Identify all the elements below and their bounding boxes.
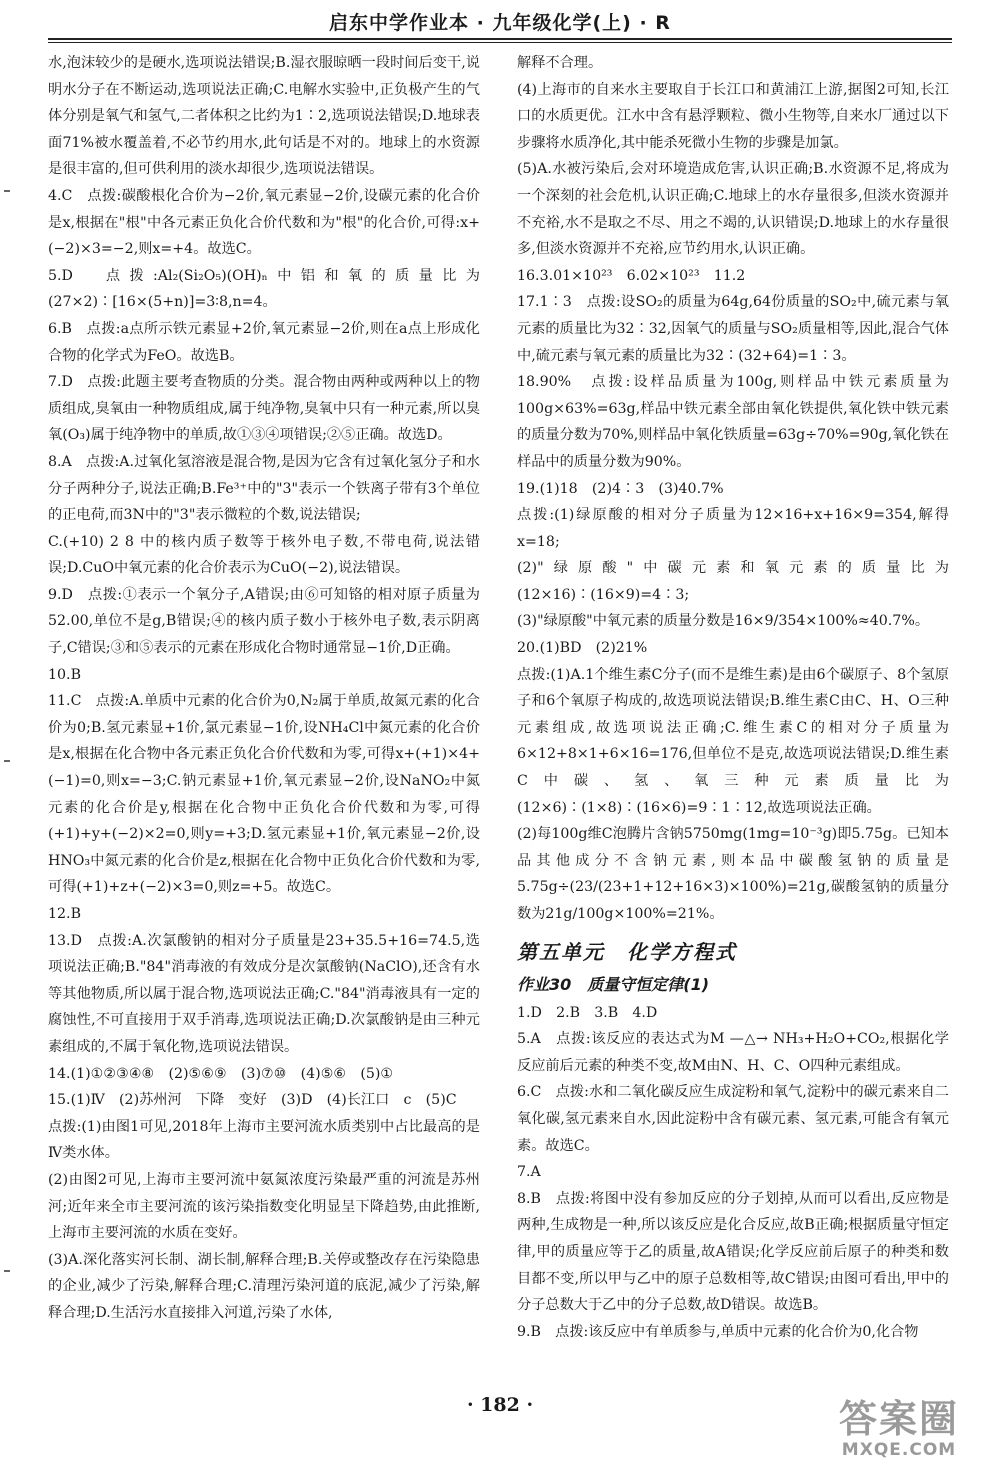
binding-mark xyxy=(4,760,10,762)
answer-paragraph: 16.3.01×10²³ 6.02×10²³ 11.2 xyxy=(517,267,746,284)
watermark-logo: 答案圈 xyxy=(838,1397,959,1441)
answer-paragraph: (3)"绿原酸"中氧元素的质量分数是16×9/354×100%≈40.7%。 xyxy=(517,613,930,630)
answer-paragraph: 8.B 点拨:将图中没有参加反应的分子划掉,从而可以看出,反应物是两种,生成物是一种,所以该反应是化合反应,故B正确;根据质量守恒定律,甲的质量应等于乙的质量,故A错误;化学反应前后原子的种类和数目都不变,所以甲与乙中的原子总数相等,故C错误;由图可看出,甲中的分子总数大于乙中的分子总数,故D错误。故选B。 xyxy=(517,1190,949,1314)
answer-paragraph: 点拨:(1)由图1可见,2018年上海市主要河流水质类别中占比最高的是Ⅳ类水体。 xyxy=(48,1118,480,1162)
header-rule-thin xyxy=(48,42,952,43)
right-column xyxy=(517,50,949,1385)
homework-title: 作业30 质量守恒定律(1) xyxy=(517,974,710,994)
answer-paragraph: 5.D 点拨:Al₂(Si₂O₅)(OH)ₙ中铝和氧的质量比为(27×2)∶[16×(5+n)]=3∶8,n=4。 xyxy=(48,267,480,311)
answer-paragraph: (3)A.深化落实河长制、湖长制,解释合理;B.关停或整改存在污染隐患的企业,减少了污染,解释合理;C.清理污染河道的底泥,减少了污染,解释合理;D.生活污水直接排入河道,污染了水体, xyxy=(48,1251,480,1321)
answer-paragraph: 14.(1)①②③④⑧ (2)⑤⑥⑨ (3)⑦⑩ (4)⑤⑥ (5)① xyxy=(48,1065,394,1082)
header-title: 启东中学作业本 · 九年级化学(上) · R xyxy=(329,12,671,34)
answer-paragraph: (5)A.水被污染后,会对环境造成危害,认识正确;B.水资源不足,将成为一个深刻的社会危机,认识正确;C.地球上的水存量很多,但淡水资源并不充裕,水不是取之不尽、用之不竭的,认识错误;D.地球上的水存量很多,但淡水资源并不充裕,应节约用水,认识正确。 xyxy=(517,161,949,258)
binding-mark xyxy=(4,190,10,192)
answer-paragraph: 18.90% 点拨:设样品质量为100g,则样品中铁元素质量为100g×63%=63g,样品中铁元素全部由氧化铁提供,氧化铁中铁元素的质量分数为70%,则样品中氧化铁质量=63g÷70%=90g,氧化铁在样品中的质量分数为90%。 xyxy=(517,374,949,470)
answer-paragraph: 7.D 点拨:此题主要考查物质的分类。混合物由两种或两种以上的物质组成,臭氧由一种物质组成,属于纯净物,臭氧中只有一种元素,所以臭氧(O₃)属于纯净物中的单质,故①③④项错误;②⑤正确。故选D。 xyxy=(48,374,480,444)
answer-paragraph: 13.D 点拨:A.次氯酸钠的相对分子质量是23+35.5+16=74.5,选项说法正确;B."84"消毒液的有效成分是次氯酸钠(NaClO),还含有水等其他物质,所以属于混合物,选项说法正确;C."84"消毒液具有一定的腐蚀性,不可直接用于双手消毒,选项说法正确;D.次氯酸钠是由三种元素组成的,不属于氧化物,选项说法错误。 xyxy=(48,932,480,1055)
watermark-url: MXQE.COM xyxy=(841,1440,957,1460)
answer-paragraph: 20.(1)BD (2)21% xyxy=(517,640,648,657)
answer-paragraph: 点拨:(1)绿原酸的相对分子质量为12×16+x+16×9=354,解得x=18; xyxy=(517,507,949,550)
answer-paragraph: 6.B 点拨:a点所示铁元素显+2价,氧元素显−2价,则在a点上形成化合物的化学式为FeO。故选B。 xyxy=(48,320,480,364)
answer-paragraph: 17.1∶3 点拨:设SO₂的质量为64g,64份质量的SO₂中,硫元素与氧元素的质量比为32∶32,因氧气的质量与SO₂质量相等,因此,混合气体中,硫元素与氧元素的质量比为32∶(32+64)=1∶3。 xyxy=(517,294,949,364)
answer-paragraph: 1.D 2.B 3.B 4.D xyxy=(517,1004,658,1021)
answer-paragraph: C.(+10) 2 8 中的核内质子数等于核外电子数,不带电荷,说法错误;D.CuO中氧元素的化合价表示为CuO(−2),说法错误。 xyxy=(48,533,480,577)
answer-paragraph: 4.C 点拨:碳酸根化合价为−2价,氧元素显−2价,设碳元素的化合价是x,根据在"根"中各元素正负化合价代数和为"根"的化合价,可得:x+(−2)×3=−2,则x=+4。故选C。 xyxy=(48,187,480,258)
left-column xyxy=(48,50,480,1385)
answer-paragraph: (2)每100g维C泡腾片含钠5750mg(1mg=10⁻³g)即5.75g。已知本品其他成分不含钠元素,则本品中碳酸氢钠的质量是5.75g÷(23/(23+1+12+16×3)×100%)=21g,碳酸氢钠的质量分数为21g/100g×100%=21%。 xyxy=(517,826,949,922)
binding-mark xyxy=(4,1270,10,1272)
answer-paragraph: 9.B 点拨:该反应中有单质参与,单质中元素的化合价为0,化合物 xyxy=(517,1323,919,1340)
answer-paragraph: 11.C 点拨:A.单质中元素的化合价为0,N₂属于单质,故氮元素的化合价为0;B.氢元素显+1价,氯元素显−1价,设NH₄Cl中氮元素的化合价是x,根据在化合物中各元素正负化合价代数和为零,可得x+(+1)×4+(−1)=0,则x=−3;C.钠元素显+1价,氧元素显−2价,设NaNO₂中氮元素的化合价是y,根据在化合物中正负化合价代数和为零,可得(+1)+y+(−2)×2=0,则y=+3;D.氢元素显+1价,氧元素显−2价,设HNO₃中氮元素的化合价是z,根据在化合物中正负化合价代数和为零,可得(+1)+z+(−2)×3=0,则z=+5。故选C。 xyxy=(48,693,480,896)
answer-paragraph: 10.B xyxy=(48,666,81,683)
header-rule xyxy=(48,38,952,40)
answer-paragraph: 5.A 点拨:该反应的表达式为M —△→ NH₃+H₂O+CO₂,根据化学反应前后元素的种类不变,故M由N、H、C、O四种元素组成。 xyxy=(517,1031,949,1074)
page-number: · 182 · xyxy=(466,1394,534,1416)
watermark xyxy=(810,1398,988,1462)
answer-paragraph: 水,泡沫较少的是硬水,选项说法错误;B.湿衣服晾晒一段时间后变干,说明水分子在不断运动,选项说法正确;C.电解水实验中,正负极产生的气体分别是氧气和氢气,二者体积之比约为1∶2,选项说法错误;D.地球表面71%被水覆盖着,不必节约用水,此句话是不对的。地球上的水资源是很丰富的,但可供利用的淡水却很少,选项说法错误。 xyxy=(48,55,480,178)
answer-paragraph: 19.(1)18 (2)4∶3 (3)40.7% xyxy=(517,480,724,497)
unit-title: 第五单元 化学方程式 xyxy=(517,939,737,964)
answer-paragraph: 8.A 点拨:A.过氧化氢溶液是混合物,是因为它含有过氧化氢分子和水分子两种分子,说法正确;B.Fe³⁺中的"3"表示一个铁离子带有3个单位的正电荷,而3N中的"3"表示微粒的个数,说法错误; xyxy=(48,453,480,524)
answer-paragraph: 9.D 点拨:①表示一个氧分子,A错误;由⑥可知铬的相对原子质量为52.00,单位不是g,B错误;④的核内质子数小于核外电子数,表示阴离子,C错误;③和⑤表示的元素在形成化合物时通常显−1价,D正确。 xyxy=(48,586,480,657)
answer-paragraph: 点拨:(1)A.1个维生素C分子(而不是维生素)是由6个碳原子、8个氢原子和6个氧原子构成的,故选项说法错误;B.维生素C由C、H、O三种元素组成,故选项说法正确;C.维生素C的相对分子质量为6×12+8×1+6×16=176,但单位不是克,故选项说法错误;D.维生素C中碳、氢、氧三种元素质量比为(12×6)∶(1×8)∶(16×6)=9∶1∶12,故选项说法正确。 xyxy=(517,666,949,816)
answer-paragraph: 7.A xyxy=(517,1164,541,1181)
answer-paragraph: 6.C 点拨:水和二氧化碳反应生成淀粉和氧气,淀粉中的碳元素来自二氧化碳,氢元素来自水,因此淀粉中含有碳元素、氢元素,可能含有氧元素。故选C。 xyxy=(517,1084,949,1154)
answer-paragraph: (2)"绿原酸"中碳元素和氧元素的质量比为(12×16)∶(16×9)=4∶3; xyxy=(517,560,949,603)
answer-paragraph: 15.(1)Ⅳ (2)苏州河 下降 变好 (3)D (4)长江口 c (5)C xyxy=(48,1092,457,1109)
answer-paragraph: 12.B xyxy=(48,906,81,922)
answer-paragraph: (2)由图2可见,上海市主要河流中氨氮浓度污染最严重的河流是苏州河;近年来全市主要河流的该污染指数变化明显呈下降趋势,由此推断,上海市主要河流的水质在变好。 xyxy=(48,1171,480,1242)
answer-paragraph: 解释不合理。 xyxy=(517,55,603,71)
answer-paragraph: (4)上海市的自来水主要取自于长江口和黄浦江上游,据图2可知,长江口的水质更优。江水中含有悬浮颗粒、微小生物等,自来水厂通过以下步骤将水质净化,其中能杀死微小生物的步骤是加氯。 xyxy=(517,81,949,151)
